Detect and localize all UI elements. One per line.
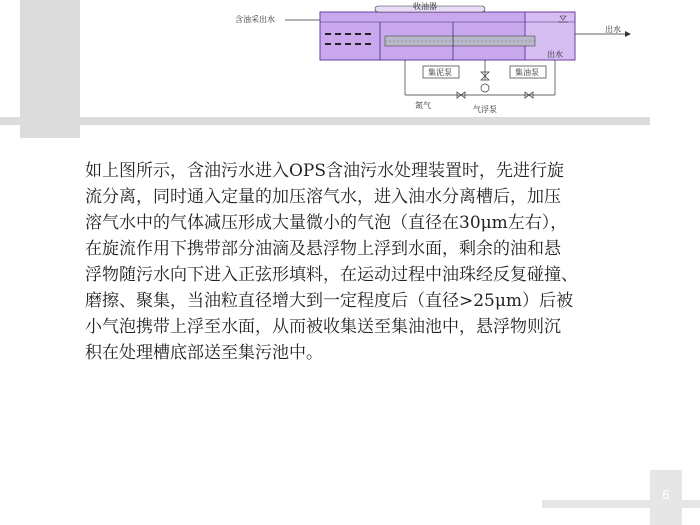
outlet-arrow-icon	[625, 31, 631, 37]
decorative-horizontal-bar	[0, 117, 650, 125]
oil-pump-label: 集油泵	[515, 68, 539, 77]
flotation-pump-label: 气浮泵	[473, 105, 497, 114]
paragraph-line: 流分离，同时通入定量的加压溶气水，进入油水分离槽后，加压	[85, 187, 561, 207]
flotation-pump-icon	[481, 84, 489, 92]
inlet-label: 含油采出水	[235, 15, 275, 24]
paragraph-line: 在旋流作用下携带部分油滴及悬浮物上浮到水面，剩余的油和悬	[85, 239, 561, 259]
paragraph-line: 磨擦、聚集，当油粒直径增大到一定程度后（直径>25μm）后被	[85, 291, 574, 311]
sludge-pump-label: 集泥泵	[428, 68, 452, 77]
nitrogen-label: 氮气	[415, 101, 431, 110]
paragraph-line: 积在处理槽底部送至集污池中。	[85, 343, 323, 363]
paragraph-line: 如上图所示，含油污水进入OPS含油污水处理装置时，先进行旋	[85, 161, 565, 181]
paragraph-line: 浮物随污水向下进入正弦形填料，在运动过程中油珠经反复碰撞、	[85, 265, 578, 285]
description-paragraph	[85, 158, 655, 366]
process-diagram	[225, 0, 635, 118]
paragraph-line: 小气泡携带上浮至水面，从而被收集送至集油池中，悬浮物则沉	[85, 317, 561, 337]
oil-collector-label: 收油器	[413, 2, 437, 11]
outlet-right-label: 出水	[605, 25, 621, 34]
page-number: 6	[662, 488, 670, 502]
outlet-water-label: 出水	[547, 50, 563, 59]
paragraph-line: 溶气水中的气体减压形成大量微小的气泡（直径在30μm左右），	[85, 213, 568, 233]
sinusoidal-packing	[385, 36, 535, 46]
